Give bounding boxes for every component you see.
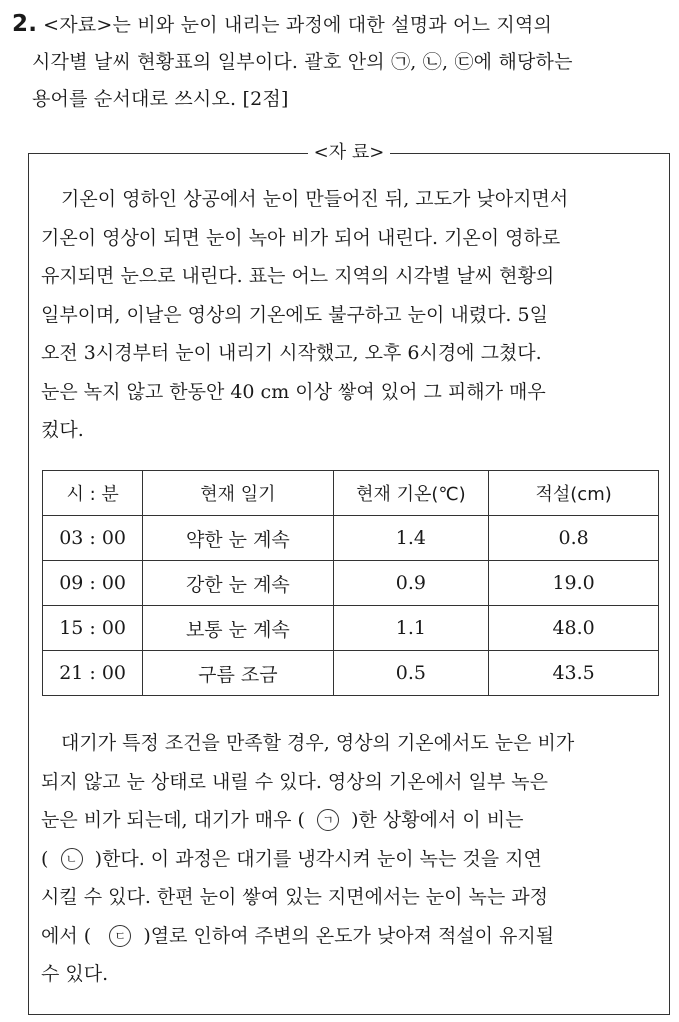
header-temperature: 현재 기온(℃)	[333, 471, 489, 516]
table-header-row	[43, 471, 659, 516]
paragraph-line: 에서 ( ㄷ )열로 인하여 주변의 온도가 낮아져 적설이 유지될	[41, 924, 555, 947]
paragraph-line: 눈은 비가 되는데, 대기가 매우 ( ㄱ )한 상황에서 이 비는	[41, 809, 524, 831]
paragraph-line: 대기가 특정 조건을 만족할 경우, 영상의 기온에서도 눈은 비가	[61, 732, 575, 754]
paragraph-line: 기온이 영상이 되면 눈이 녹아 비가 되어 내린다. 기온이 영하로	[41, 226, 561, 249]
cell-time: 03 : 00	[43, 516, 143, 561]
paragraph-line: 되지 않고 눈 상태로 내릴 수 있다. 영상의 기온에서 일부 녹은	[41, 770, 548, 793]
table-row	[43, 561, 659, 606]
paragraph-line: 기온이 영하인 상공에서 눈이 만들어진 뒤, 고도가 낮아지면서	[61, 188, 569, 210]
cell-time: 21 : 00	[43, 651, 143, 696]
cell-temperature: 1.4	[333, 516, 489, 561]
header-weather: 현재 일기	[143, 471, 333, 516]
question	[12, 6, 670, 118]
paragraph-line: 일부이며, 이날은 영상의 기온에도 불구하고 눈이 내렸다. 5일	[41, 303, 548, 326]
table-row	[43, 516, 659, 561]
cell-time: 09 : 00	[43, 561, 143, 606]
paragraph-line: 눈은 녹지 않고 한동안 40 cm 이상 쌓여 있어 그 피해가 매우	[41, 380, 546, 403]
header-time: 시 : 분	[43, 471, 143, 516]
question-number: 2.	[12, 11, 38, 37]
box-title: <자 료>	[29, 139, 669, 167]
cell-snow: 48.0	[489, 606, 659, 651]
cell-time: 15 : 00	[43, 606, 143, 651]
question-line-3: 용어를 순서대로 쓰시오. [2점]	[32, 88, 289, 110]
paragraph-line: 시킬 수 있다. 한편 눈이 쌓여 있는 지면에서는 눈이 녹는 과정	[41, 886, 548, 908]
cell-temperature: 1.1	[333, 606, 489, 651]
question-line-1: 2. <자료>는 비와 눈이 내리는 과정에 대한 설명과 어느 지역의	[12, 11, 553, 37]
cell-snow: 0.8	[489, 516, 659, 561]
cell-temperature: 0.5	[333, 651, 489, 696]
paragraph-line: 컸다.	[41, 419, 84, 441]
cell-snow: 43.5	[489, 651, 659, 696]
cell-weather: 구름 조금	[143, 651, 333, 696]
paragraph-line: 오전 3시경부터 눈이 내리기 시작했고, 오후 6시경에 그쳤다.	[41, 342, 542, 364]
paragraph-line: 수 있다.	[41, 963, 109, 985]
blank-marker-3: ㄷ	[109, 925, 131, 947]
cell-weather: 약한 눈 계속	[143, 516, 333, 561]
weather-table	[42, 470, 659, 696]
blank-marker-2: ㄴ	[61, 848, 83, 870]
paragraph-line: 유지되면 눈으로 내린다. 표는 어느 지역의 시각별 날씨 현황의	[41, 265, 555, 287]
paragraph-1	[41, 180, 661, 450]
cell-weather: 강한 눈 계속	[143, 561, 333, 606]
paragraph-2	[41, 724, 661, 994]
cell-temperature: 0.9	[333, 561, 489, 606]
header-snow: 적설(cm)	[489, 471, 659, 516]
table-row	[43, 651, 659, 696]
cell-weather: 보통 눈 계속	[143, 606, 333, 651]
paragraph-line: ( ㄴ )한다. 이 과정은 대기를 냉각시켜 눈이 녹는 것을 지연	[41, 847, 542, 870]
question-line-2: 시각별 날씨 현황표의 일부이다. 괄호 안의 ㉠, ㉡, ㉢에 해당하는	[32, 51, 573, 73]
cell-snow: 19.0	[489, 561, 659, 606]
data-box	[28, 142, 670, 1015]
blank-marker-1: ㄱ	[317, 809, 339, 831]
table-row	[43, 606, 659, 651]
